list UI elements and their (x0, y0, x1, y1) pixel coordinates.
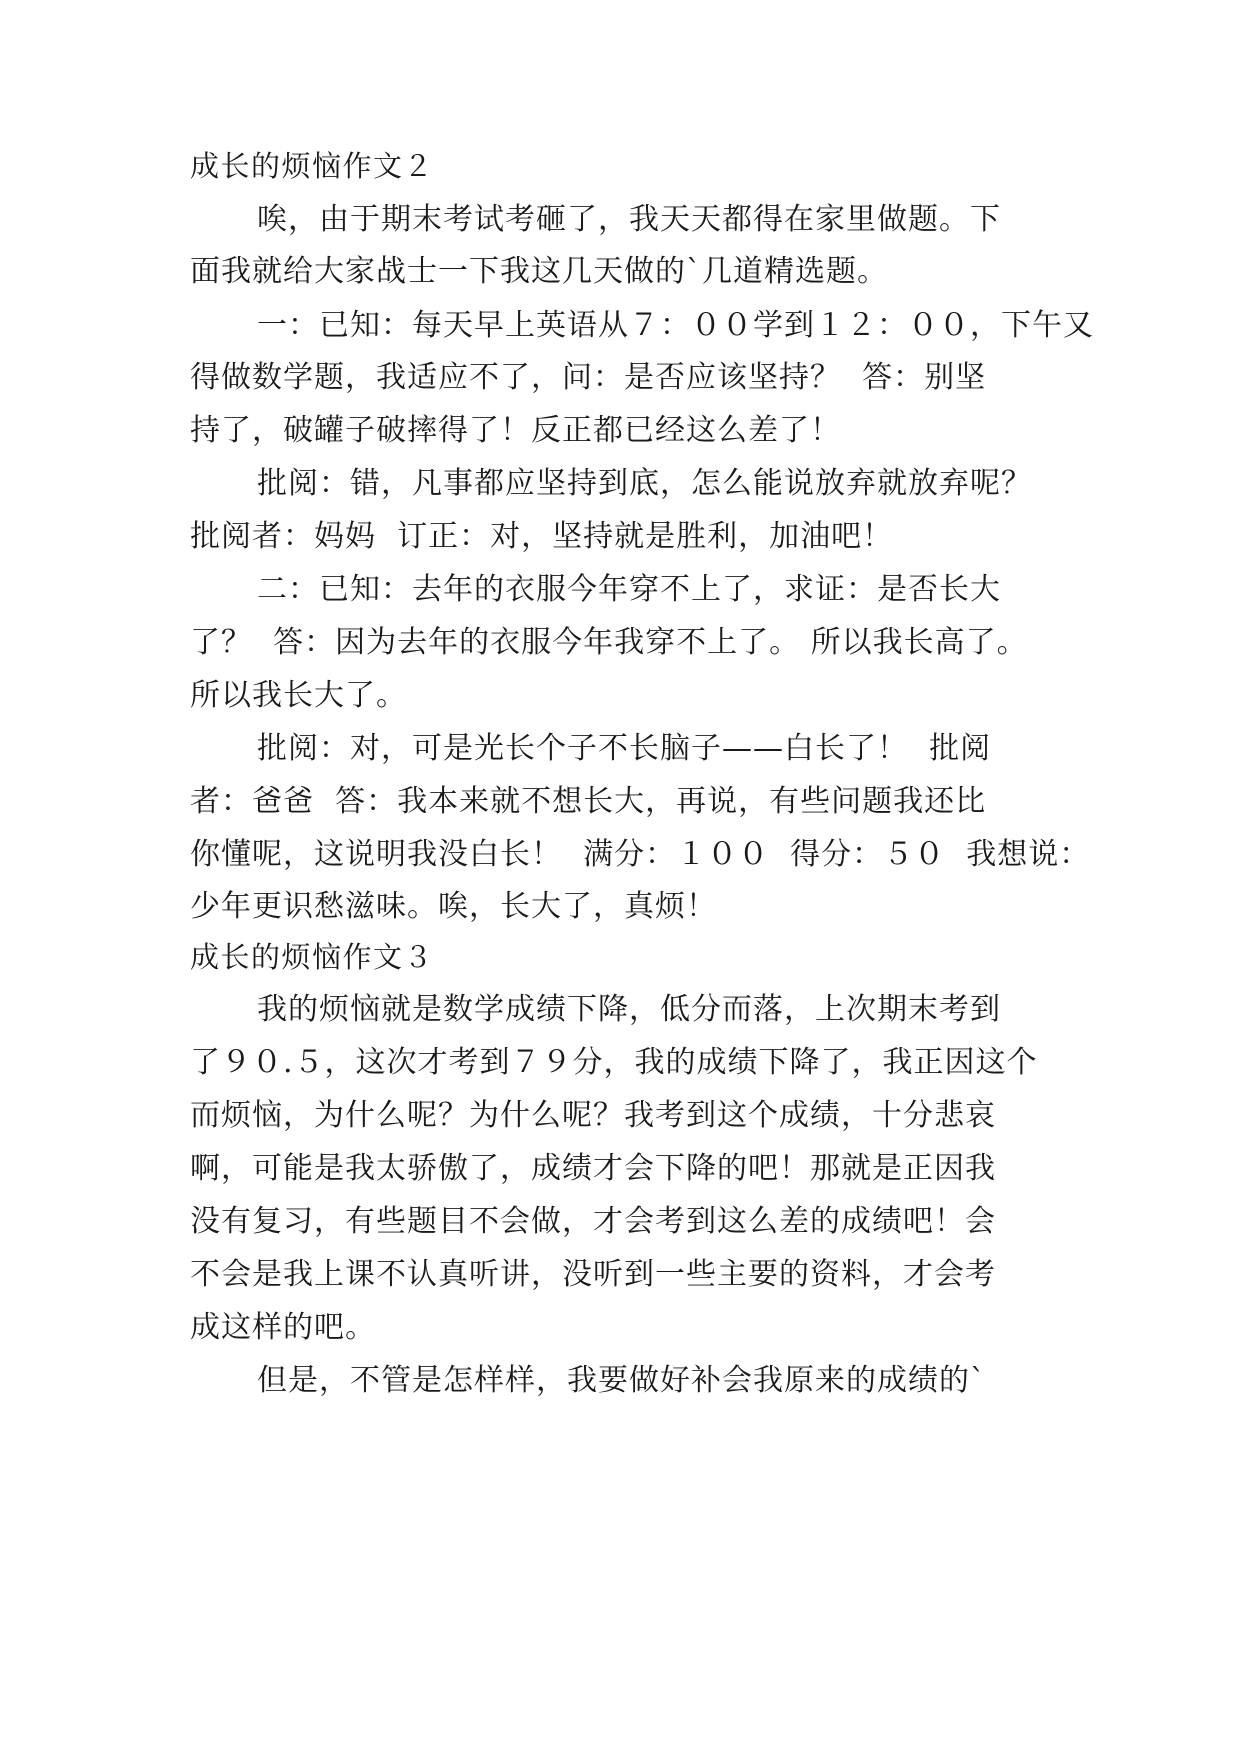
paragraph-line: 所以我长大了。 (190, 678, 407, 713)
paragraph-line: 而烦恼，为什么呢？为什么呢？我考到这个成绩，十分悲哀 (190, 1098, 996, 1133)
paragraph-line: 持了，破罐子破摔得了！反正都已经这么差了！ (190, 413, 841, 448)
section-title: 成长的烦恼作文２ (190, 149, 435, 183)
paragraph-line: 者：爸爸 答：我本来就不想长大，再说，有些问题我还比 (190, 784, 987, 819)
paragraph-line: 成这样的吧。 (190, 1310, 376, 1345)
paragraph-line: 啊，可能是我太骄傲了，成绩才会下降的吧！那就是正因我 (190, 1151, 996, 1186)
paragraph-line: 面我就给大家战士一下我这几天做的`几道精选题。 (190, 254, 888, 289)
paragraph-line: 批阅者：妈妈 订正：对，坚持就是胜利，加油吧！ (190, 519, 894, 554)
paragraph-line: 二：已知：去年的衣服今年穿不上了，求证：是否长大 (257, 572, 1001, 607)
paragraph-line: 我的烦恼就是数学成绩下降，低分而落，上次期末考到 (257, 992, 1001, 1027)
paragraph-line: 一：已知：每天早上英语从７：００学到１２：００，下午又 (257, 308, 1094, 343)
paragraph-line: 不会是我上课不认真听讲，没听到一些主要的资料，才会考 (190, 1257, 996, 1292)
paragraph-line: 你懂呢，这说明我没白长！ 满分：１００ 得分：５０ 我想说： (190, 837, 1091, 872)
paragraph-line: 但是，不管是怎样样，我要做好补会我原来的成绩的` (257, 1363, 986, 1398)
paragraph-line: 批阅：对，可是光长个子不长脑子——白长了！ 批阅 (257, 731, 992, 766)
paragraph-line: 没有复习，有些题目不会做，才会考到这么差的成绩吧！会 (190, 1204, 996, 1239)
paragraph-line: 少年更识愁滋味。唉，长大了，真烦！ (190, 889, 717, 924)
paragraph-line: 得做数学题，我适应不了，问：是否应该坚持？ 答：别坚 (190, 360, 987, 395)
paragraph-line: 批阅：错，凡事都应坚持到底，怎么能说放弃就放弃呢？ (257, 466, 1032, 501)
paragraph-line: 了９０.５，这次才考到７９分，我的成绩下降了，我正因这个 (190, 1045, 1038, 1080)
paragraph-line: 了？ 答：因为去年的衣服今年我穿不上了。 所以我长高了。 (190, 625, 1028, 660)
paragraph-line: 唉，由于期末考试考砸了，我天天都得在家里做题。下 (257, 202, 1001, 237)
section-title: 成长的烦恼作文３ (190, 940, 435, 974)
